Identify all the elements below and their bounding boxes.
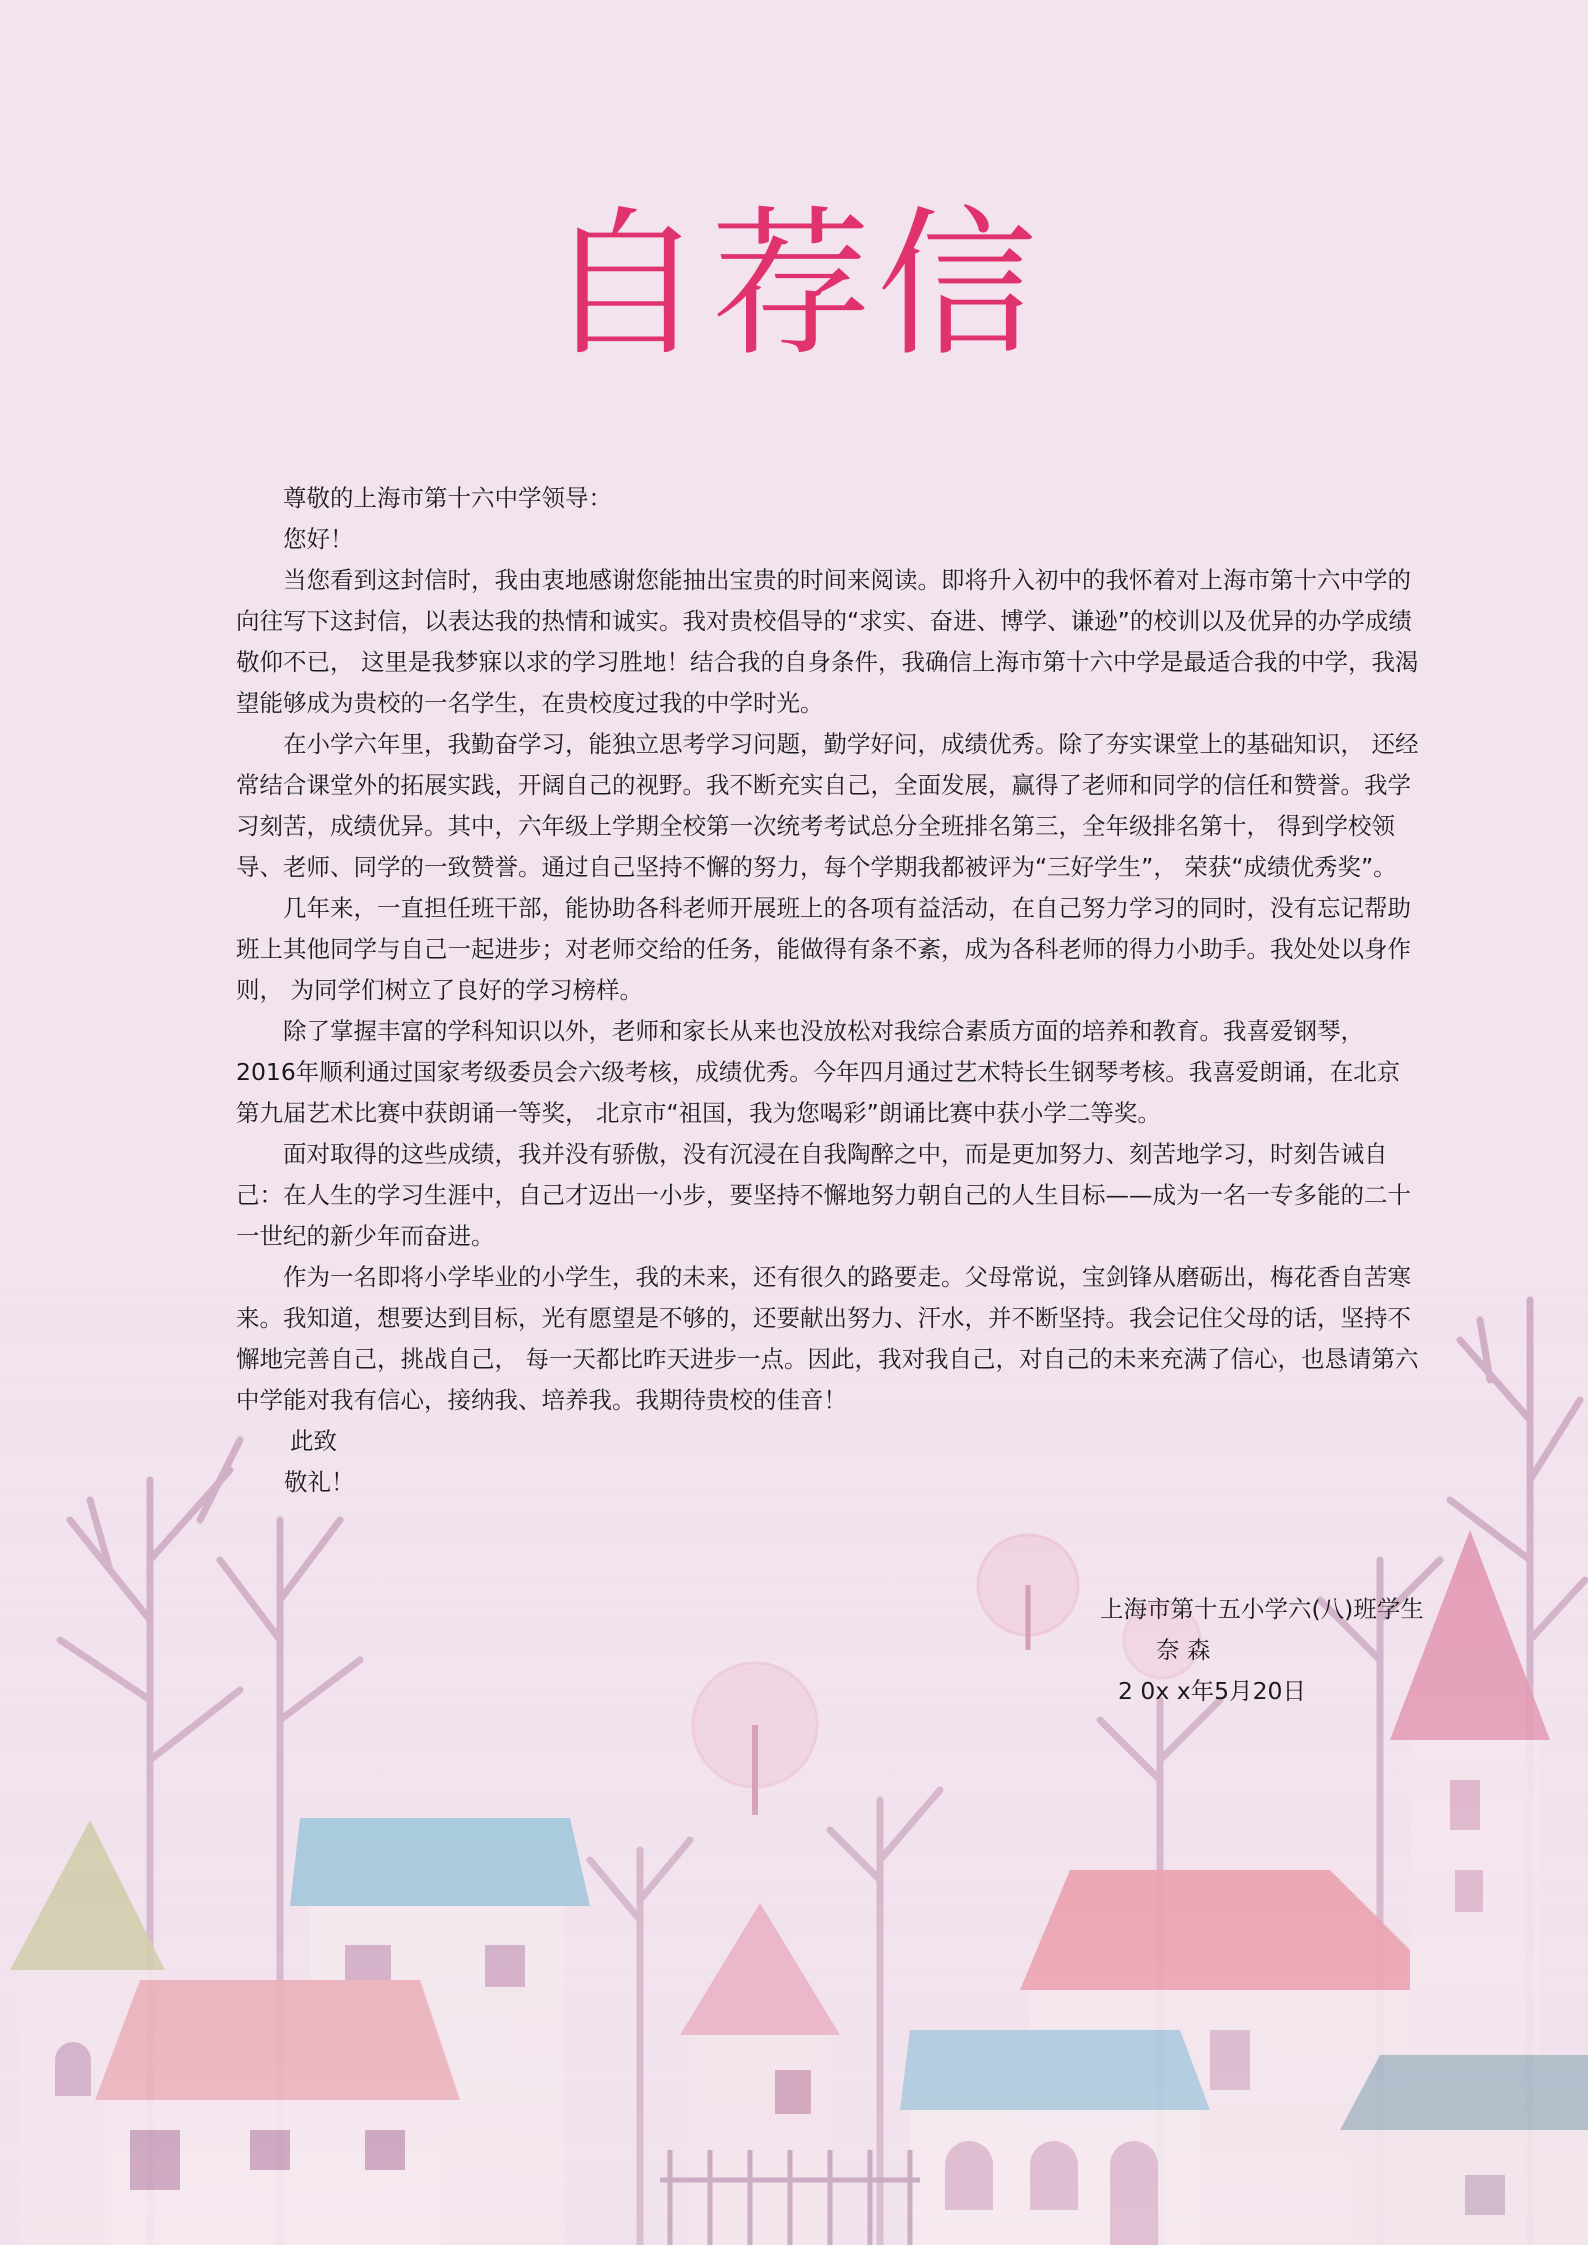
- paragraph: 除了掌握丰富的学科知识以外，老师和家长从来也没放松对我综合素质方面的培养和教育。我喜爱钢琴，2016年顺利通过国家考级委员会六级考核，成绩优秀。今年四月通过艺术特长生钢琴考核。我喜爱朗诵，在北京第九届艺术比赛中获朗诵一等奖， 北京市“祖国，我为您喝彩”朗诵比赛中获小学二等奖。: [236, 1017, 1401, 1127]
- salutation: 尊敬的上海市第十六中学领导：: [283, 484, 612, 512]
- page-title: 自荐信: [544, 191, 1043, 378]
- signature-name: 奈 森: [1156, 1636, 1211, 1664]
- paragraph: 在小学六年里，我勤奋学习，能独立思考学习问题，勤学好问，成绩优秀。除了夯实课堂上的基础知识， 还经常结合课堂外的拓展实践，开阔自己的视野。我不断充实自己，全面发展，赢得了老师和同学的信任和赞誉。我学习刻苦，成绩优异。其中，六年级上学期全校第一次统考考试总分全班排名第三，全年级排名第十， 得到学校领导、老师、同学的一致赞誉。通过自己坚持不懈的努力，每个学期我都被评为“三好学生”， 荣获“成绩优秀奖”。: [236, 730, 1419, 881]
- paragraph: 几年来，一直担任班干部，能协助各科老师开展班上的各项有益活动，在自己努力学习的同时，没有忘记帮助班上其他同学与自己一起进步；对老师交给的任务，能做得有条不紊，成为各科老师的得力小助手。我处处以身作则， 为同学们树立了良好的学习榜样。: [236, 894, 1411, 1004]
- greeting: 您好！: [283, 525, 354, 553]
- paragraph: 面对取得的这些成绩，我并没有骄傲，没有沉浸在自我陶醉之中，而是更加努力、刻苦地学习，时刻告诫自己：在人生的学习生涯中，自己才迈出一小步，要坚持不懈地努力朝自己的人生目标——成为一名一专多能的二十一世纪的新少年而奋进。: [236, 1140, 1411, 1250]
- signature-block: [1000, 1589, 1440, 1712]
- letter-body: [236, 478, 1422, 1503]
- closing-line-2: 敬礼！: [284, 1468, 355, 1496]
- closing-line-1: 此致: [290, 1427, 337, 1455]
- paragraph: 当您看到这封信时，我由衷地感谢您能抽出宝贵的时间来阅读。即将升入初中的我怀着对上海市第十六中学的向往写下这封信，以表达我的热情和诚实。我对贵校倡导的“求实、奋进、博学、谦逊”的校训以及优异的办学成绩敬仰不已， 这里是我梦寐以求的学习胜地！结合我的自身条件，我确信上海市第十六中学是最适合我的中学，我渴望能够成为贵校的一名学生，在贵校度过我的中学时光。: [236, 566, 1419, 717]
- paragraph: 作为一名即将小学毕业的小学生，我的未来，还有很久的路要走。父母常说，宝剑锋从磨砺出，梅花香自苦寒来。我知道，想要达到目标，光有愿望是不够的，还要献出努力、汗水，并不断坚持。我会记住父母的话，坚持不懈地完善自己，挑战自己， 每一天都比昨天进步一点。因此，我对我自己，对自己的未来充满了信心，也恳请第六中学能对我有信心，接纳我、培养我。我期待贵校的佳音！: [236, 1263, 1419, 1414]
- signature-school-class: 上海市第十五小学六(八)班学生: [1100, 1595, 1424, 1623]
- signature-date: 2 0x x年5月20日: [1118, 1677, 1307, 1705]
